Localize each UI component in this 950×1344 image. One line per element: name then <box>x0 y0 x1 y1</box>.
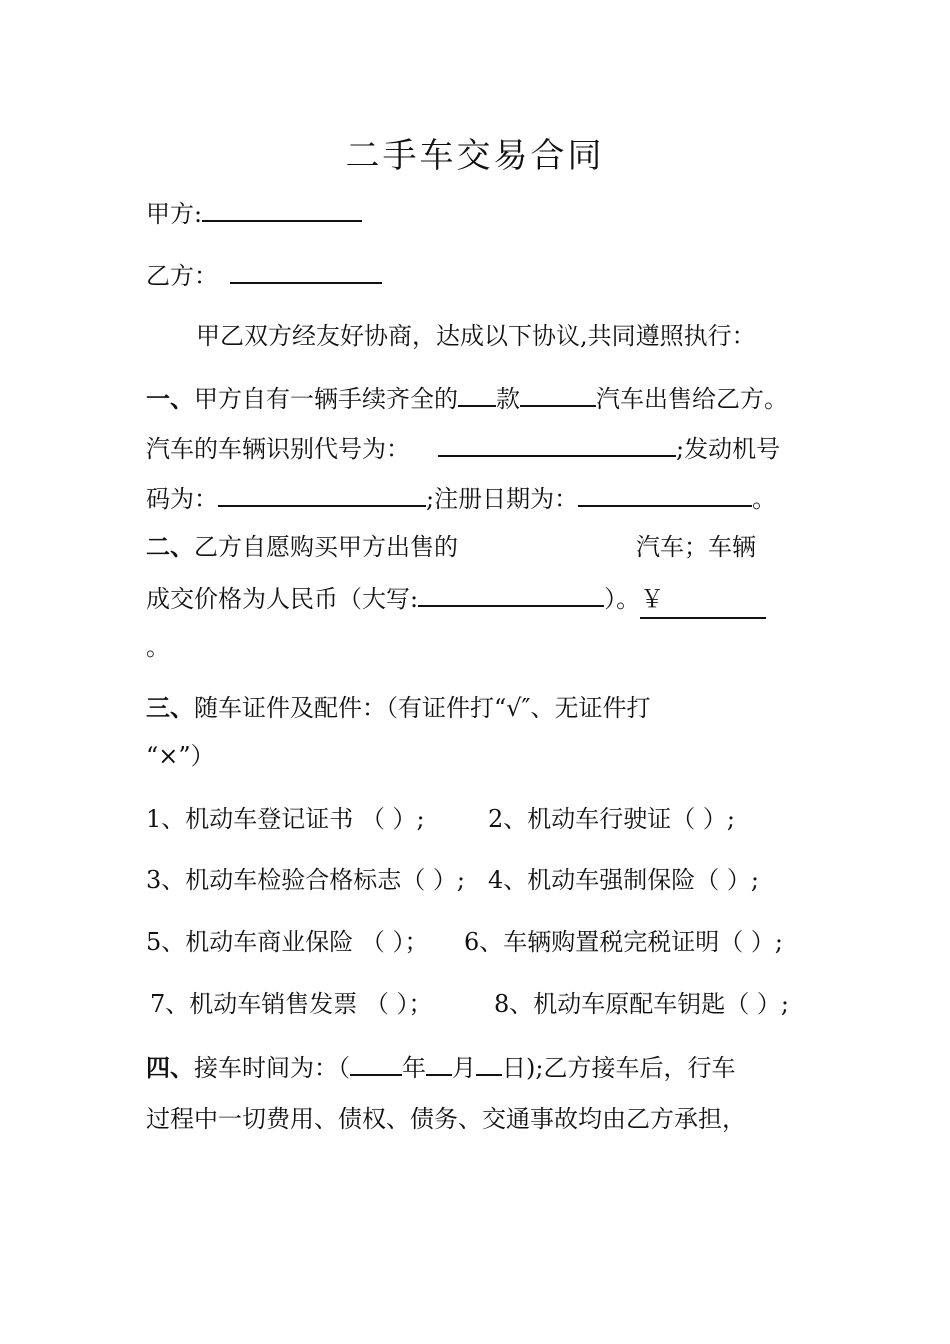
cert-item-8[interactable]: 8、机动车原配车钥匙（ ）; <box>494 990 789 1018</box>
clause1-line1 <box>146 379 788 417</box>
clause4-line2: 过程中一切费用、债权、债务、交通事故均由乙方承担， <box>146 1105 746 1133</box>
clause1-line3 <box>146 479 776 517</box>
cert-row-1 <box>146 801 425 837</box>
cert-item-6[interactable]: 6、车辆购置税完税证明（ ）; <box>464 928 783 956</box>
clause2-line2 <box>146 579 766 619</box>
clause4-text-b: );乙方接车后，行车 <box>526 1054 736 1082</box>
cert-item-7[interactable]: 7、机动车销售发票 （ ）； <box>150 990 433 1018</box>
cert-item-2[interactable]: 2、机动车行驶证（ ）; <box>488 805 735 833</box>
clause4-heading: 四、 <box>146 1053 194 1082</box>
price-label: 成交价格为人民币（大写: <box>146 585 419 613</box>
party-a-blank[interactable] <box>202 194 362 222</box>
clause1-line2 <box>146 429 780 467</box>
party-b-line <box>146 256 382 294</box>
registration-date-blank[interactable] <box>578 479 752 507</box>
cert-item-4[interactable]: 4、机动车强制保险（ ）; <box>488 866 759 894</box>
party-b-label: 乙方： <box>146 262 218 290</box>
clause1-end: 。 <box>752 485 777 513</box>
car-brand-blank[interactable] <box>458 379 496 407</box>
cert-item-3[interactable]: 3、机动车检验合格标志（ ）; <box>146 866 465 894</box>
clause3-text: 随车证件及配件：（有证件打“√″、无证件打 <box>194 694 651 722</box>
clause3-line2: “×”） <box>146 742 215 770</box>
car-model-blank[interactable] <box>520 379 596 407</box>
month-label: 月 <box>452 1054 476 1082</box>
month-blank[interactable] <box>426 1048 452 1076</box>
cert-item-5[interactable]: 5、机动车商业保险 （ ）； <box>146 928 429 956</box>
clause4-text-a: 接车时间为：（ <box>194 1054 350 1082</box>
clause1-heading: 一、 <box>146 384 194 413</box>
yen-sign: ￥ <box>640 585 665 613</box>
engine-number-blank[interactable] <box>218 479 426 507</box>
vin-blank[interactable] <box>438 429 676 457</box>
year-blank[interactable] <box>350 1048 402 1076</box>
engine-label: ;发动机号 <box>676 435 781 463</box>
clause1-text-a: 甲方自有一辆手续齐全的 <box>194 385 458 413</box>
price-end: ）。 <box>604 585 641 613</box>
cert-item-1[interactable]: 1、机动车登记证书 （ ）; <box>146 805 425 833</box>
registration-label: ;注册日期为： <box>426 485 579 513</box>
clause2-heading: 二、 <box>146 532 194 561</box>
day-label: 日 <box>502 1054 526 1082</box>
year-label: 年 <box>402 1054 426 1082</box>
preamble: 甲乙双方经友好协商，达成以下协议,共同遵照执行： <box>196 322 756 350</box>
clause2-line1 <box>146 529 756 565</box>
clause3-heading: 三、 <box>146 693 194 722</box>
day-blank[interactable] <box>476 1048 502 1076</box>
clause1-text-b: 款 <box>496 385 520 413</box>
party-a-label: 甲方: <box>146 200 203 228</box>
clause1-text-c: 汽车出售给乙方。 <box>596 385 788 413</box>
clause2-end: 。 <box>146 633 170 661</box>
engine-label-cont: 码为： <box>146 485 218 513</box>
party-a-line <box>146 194 362 232</box>
clause3-line1 <box>146 690 651 726</box>
document-title: 二手车交易合同 <box>345 136 605 176</box>
vin-label: 汽车的车辆识别代号为： <box>146 435 410 463</box>
clause2-text-a: 乙方自愿购买甲方出售的 <box>194 533 458 561</box>
price-number-blank[interactable] <box>640 581 766 619</box>
clause4-line1 <box>146 1048 735 1086</box>
clause2-text-b: 汽车；车辆 <box>636 533 756 561</box>
party-b-blank[interactable] <box>230 256 382 284</box>
price-words-blank[interactable] <box>418 579 604 607</box>
